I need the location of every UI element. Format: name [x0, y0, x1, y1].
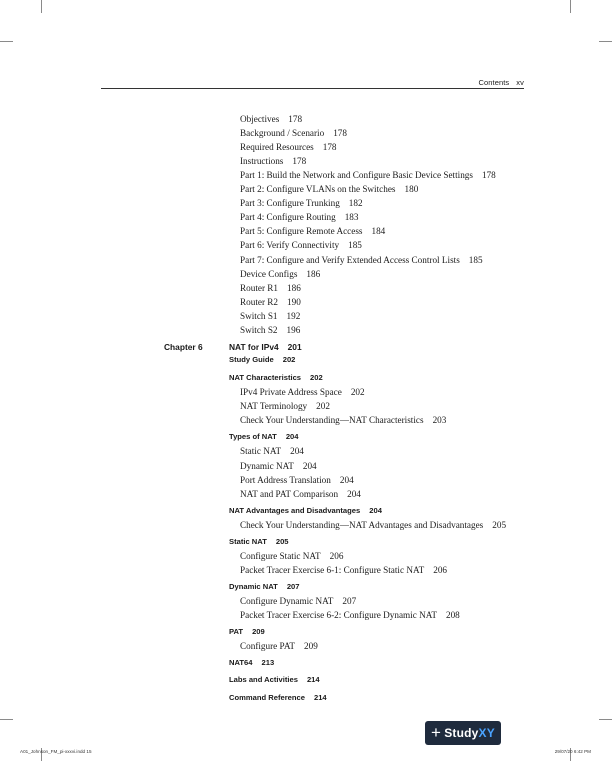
- toc-section-heading: [229, 658, 274, 667]
- toc-entry-title: Part 4: Configure Routing: [240, 212, 336, 223]
- toc-entry-title: NAT and PAT Comparison: [240, 489, 339, 499]
- toc-entry: [240, 446, 304, 456]
- toc-section-heading: [229, 675, 320, 684]
- toc-section-heading: [229, 373, 323, 382]
- toc-entry-page: 202: [350, 387, 365, 397]
- header-rule: [101, 88, 524, 89]
- toc-section-title: Labs and Activities: [229, 675, 298, 685]
- toc-entry: [240, 170, 496, 180]
- toc-section-page: 214: [313, 692, 327, 702]
- toc-entry-page: 203: [432, 415, 447, 426]
- toc-entry-title: Router R1: [240, 282, 279, 293]
- toc-entry: [240, 610, 460, 620]
- crop-mark: [0, 719, 13, 720]
- toc-entry-title: Router R2: [240, 296, 279, 307]
- crop-mark: [0, 41, 13, 42]
- toc-entry: [240, 325, 300, 335]
- running-head-page-number: xv: [516, 78, 524, 87]
- toc-section-heading: [229, 582, 299, 591]
- toc-entry-page: 180: [404, 184, 419, 195]
- chapter-page: 201: [287, 342, 302, 352]
- toc-section-heading: [229, 693, 327, 702]
- toc-entry: [240, 401, 330, 411]
- toc-section-title: Types of NAT: [229, 431, 277, 441]
- toc-entry-title: Port Address Translation: [240, 474, 331, 485]
- toc-entry-title: Part 6: Verify Connectivity: [240, 240, 340, 251]
- toc-entry-title: Part 2: Configure VLANs on the Switches: [240, 184, 396, 195]
- toc-section-page: 204: [369, 505, 382, 515]
- toc-section-title: NAT Advantages and Disadvantages: [229, 505, 361, 515]
- toc-entry-title: Device Configs: [240, 268, 298, 279]
- footer-file-info: A01_Johnson_FM_pi-xxxvi.indd 15: [20, 749, 92, 754]
- toc-section-heading: [229, 537, 289, 546]
- toc-entry-title: Dynamic NAT: [240, 460, 294, 471]
- toc-entry-page: 178: [481, 170, 496, 181]
- crop-mark: [570, 0, 571, 13]
- toc-section-heading: [229, 355, 295, 364]
- toc-entry-page: 204: [290, 446, 304, 457]
- toc-entry: [240, 226, 385, 236]
- toc-entry-page: 178: [288, 114, 303, 124]
- running-head-title: Contents: [478, 78, 510, 87]
- toc-entry: [240, 212, 358, 222]
- toc-entry-title: Switch S1: [240, 310, 278, 321]
- toc-entry-page: 178: [322, 142, 337, 153]
- toc-section-page: 202: [282, 355, 296, 364]
- footer-timestamp: 29/07/20 6:42 PM: [554, 749, 591, 754]
- toc-entry-page: 182: [348, 198, 363, 209]
- toc-entry-page: 204: [347, 489, 361, 499]
- toc-section-page: 205: [275, 536, 289, 546]
- toc-section-title: Command Reference: [229, 692, 305, 702]
- toc-entry-title: NAT Terminology: [240, 401, 308, 412]
- toc-entry-page: 205: [492, 520, 507, 530]
- toc-entry: [240, 240, 362, 250]
- toc-entry-page: 204: [302, 460, 317, 471]
- toc-entry: [240, 489, 361, 499]
- toc-entry-page: 184: [371, 226, 386, 237]
- toc-entry-page: 209: [304, 641, 318, 652]
- toc-entry: [240, 184, 418, 194]
- toc-section-page: 213: [261, 657, 275, 667]
- toc-entry: [240, 142, 337, 152]
- toc-entry-title: Part 3: Configure Trunking: [240, 198, 340, 209]
- toc-entry: [240, 387, 365, 397]
- toc-entry-page: 190: [287, 296, 301, 307]
- studyxy-watermark: [425, 721, 501, 745]
- toc-entry: [240, 114, 302, 124]
- toc-entry: [240, 255, 483, 265]
- toc-entry-title: Configure Static NAT: [240, 551, 321, 561]
- toc-entry: [240, 520, 506, 530]
- chapter-title-text: NAT for IPv4: [229, 342, 279, 352]
- toc-section-title: Study Guide: [229, 355, 274, 364]
- toc-entry-page: 206: [329, 551, 344, 561]
- toc-entry-page: 186: [287, 282, 301, 293]
- toc-entry-title: Objectives: [240, 114, 280, 124]
- toc-section-title: Static NAT: [229, 536, 267, 546]
- toc-entry-page: 192: [286, 310, 301, 321]
- toc-entry-page: 183: [344, 212, 359, 223]
- toc-entry-title: Switch S2: [240, 324, 278, 335]
- plus-icon: +: [431, 722, 442, 742]
- toc-entry: [240, 198, 363, 208]
- toc-entry-page: 204: [339, 474, 354, 485]
- toc-entry-title: Part 5: Configure Remote Access: [240, 226, 363, 237]
- toc-entry-title: Check Your Understanding—NAT Characteristics: [240, 415, 424, 426]
- toc-section-title: Dynamic NAT: [229, 581, 278, 591]
- toc-entry-title: Required Resources: [240, 142, 314, 153]
- toc-entry: [240, 156, 306, 166]
- watermark-prefix: Study: [444, 726, 479, 740]
- toc-entry: [240, 641, 318, 651]
- chapter-title: [229, 342, 302, 352]
- crop-mark: [41, 0, 42, 13]
- toc-entry-page: 178: [333, 128, 347, 139]
- toc-entry: [240, 128, 347, 138]
- toc-entry: [240, 415, 446, 425]
- crop-mark: [599, 41, 612, 42]
- toc-section-title: PAT: [229, 626, 244, 636]
- toc-section-heading: [229, 432, 298, 441]
- toc-entry-title: Instructions: [240, 156, 284, 167]
- crop-mark: [599, 719, 612, 720]
- toc-entry-title: IPv4 Private Address Space: [240, 387, 342, 397]
- toc-section-heading: [229, 627, 265, 636]
- toc-entry: [240, 596, 356, 606]
- toc-entry-title: Packet Tracer Exercise 6-2: Configure Dynamic NAT: [240, 610, 437, 621]
- running-head: [478, 78, 524, 87]
- toc-entry-page: 207: [342, 596, 357, 607]
- toc-section-title: NAT64: [229, 657, 253, 667]
- toc-section-page: 204: [285, 431, 299, 441]
- watermark-suffix: XY: [478, 726, 495, 740]
- toc-entry-title: Background / Scenario: [240, 128, 325, 139]
- toc-entry: [240, 565, 447, 575]
- toc-entry: [240, 297, 301, 307]
- toc-entry-page: 208: [445, 610, 460, 621]
- toc-entry: [240, 269, 320, 279]
- toc-entry: [240, 475, 354, 485]
- toc-section-title: NAT Characteristics: [229, 372, 302, 382]
- toc-entry: [240, 283, 301, 293]
- toc-entry-title: Configure Dynamic NAT: [240, 596, 334, 607]
- toc-entry: [240, 311, 300, 321]
- toc-entry: [240, 551, 343, 561]
- toc-section-page: 202: [310, 372, 323, 382]
- toc-entry-page: 196: [286, 324, 301, 335]
- toc-entry-title: Part 7: Configure and Verify Extended Access Control Lists: [240, 254, 460, 265]
- toc-entry-page: 185: [468, 254, 483, 265]
- toc-section-page: 207: [286, 581, 300, 591]
- chapter-label: Chapter 6: [164, 342, 203, 352]
- toc-entry: [240, 461, 317, 471]
- toc-entry-title: Part 1: Build the Network and Configure Basic Device Settings: [240, 170, 473, 181]
- toc-entry-title: Check Your Understanding—NAT Advantages and Disadvantages: [240, 520, 484, 530]
- toc-section-page: 214: [306, 675, 320, 685]
- toc-entry-page: 206: [433, 565, 447, 576]
- toc-section-heading: [229, 506, 382, 515]
- toc-entry-page: 186: [306, 268, 321, 279]
- toc-entry-page: 185: [348, 240, 362, 251]
- toc-entry-page: 178: [292, 156, 307, 167]
- toc-section-page: 209: [252, 626, 265, 636]
- toc-entry-title: Packet Tracer Exercise 6-1: Configure Static NAT: [240, 565, 425, 576]
- toc-entry-title: Configure PAT: [240, 641, 296, 652]
- toc-entry-title: Static NAT: [240, 446, 282, 457]
- toc-entry-page: 202: [316, 401, 330, 412]
